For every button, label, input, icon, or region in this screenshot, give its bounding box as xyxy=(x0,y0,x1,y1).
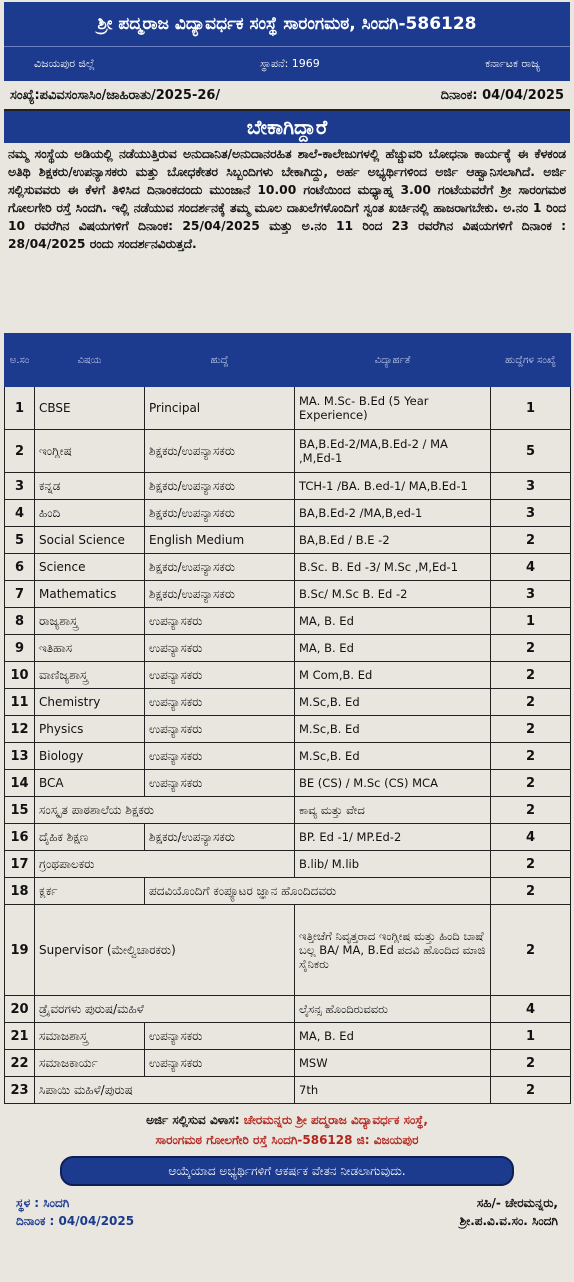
table-row xyxy=(5,996,571,1023)
row-subject: Social Science xyxy=(35,527,145,554)
district-label: ವಿಜಯಪುರ ಜಿಲ್ಲೆ xyxy=(34,57,95,70)
row-count: 4 xyxy=(491,824,571,851)
header-post: ಹುದ್ದೆ xyxy=(145,334,295,387)
row-qualification: B.lib/ M.lib xyxy=(295,851,491,878)
address-line-2: ಸಾರಂಗಮಠ ಗೋಲಗೇರಿ ರಸ್ತೆ ಸಿಂದಗಿ-586128 ಜಿ: ವಿಜಯಪುರ xyxy=(155,1133,419,1147)
row-qualification: MA. M.Sc- B.Ed (5 Year Experience) xyxy=(295,387,491,430)
table-row xyxy=(5,527,571,554)
row-subject: Science xyxy=(35,554,145,581)
row-serial: 5 xyxy=(5,527,35,554)
row-post: ಶಿಕ್ಷಕರು/ಉಪನ್ಯಾಸಕರು xyxy=(145,430,295,473)
row-qualification: M.Sc,B. Ed xyxy=(295,743,491,770)
row-qualification: BA,B.Ed / B.E -2 xyxy=(295,527,491,554)
row-qualification: M Com,B. Ed xyxy=(295,662,491,689)
table-row xyxy=(5,905,571,996)
row-post: English Medium xyxy=(145,527,295,554)
row-serial: 21 xyxy=(5,1023,35,1050)
row-post: ಉಪನ್ಯಾಸಕರು xyxy=(145,716,295,743)
wanted-banner: ಬೇಕಾಗಿದ್ದಾರೆ xyxy=(4,111,570,143)
row-serial: 15 xyxy=(5,797,35,824)
row-qualification: ಇತ್ತೀಚೆಗೆ ನಿವೃತ್ತರಾದ ಇಂಗ್ಲೀಷ ಮತ್ತು ಹಿಂದಿ ಬಾಷೆ ಬಲ್ಲ BA/ MA, B.Ed ಪದವಿ ಹೊಂದಿದ ಮಾಜಿ ಸೈನಿಕರು xyxy=(295,905,491,996)
row-serial: 13 xyxy=(5,743,35,770)
header-count: ಹುದ್ದೆಗಳ ಸಂಖ್ಯೆ xyxy=(491,334,571,387)
notice-date: ದಿನಾಂಕ: 04/04/2025 xyxy=(440,87,564,103)
row-subject: Mathematics xyxy=(35,581,145,608)
table-row xyxy=(5,689,571,716)
row-count: 2 xyxy=(491,635,571,662)
reference-row xyxy=(4,81,570,111)
table-row xyxy=(5,387,571,430)
row-subject: Biology xyxy=(35,743,145,770)
table-row xyxy=(5,581,571,608)
row-subject: ಕ್ಲರ್ಕ xyxy=(35,878,145,905)
established-label: ಸ್ಥಾಪನೆ: 1969 xyxy=(260,57,320,70)
table-row xyxy=(5,662,571,689)
row-qualification: ಕಾವ್ಯ ಮತ್ತು ವೇದ xyxy=(295,797,491,824)
table-row xyxy=(5,554,571,581)
salary-notice: ಆಯ್ಕೆಯಾದ ಅಭ್ಯರ್ಥಿಗಳಿಗೆ ಆಕರ್ಷಕ ವೇತನ ನೀಡಲಾಗುವುದು. xyxy=(60,1156,514,1186)
row-post: ಉಪನ್ಯಾಸಕರು xyxy=(145,770,295,797)
row-serial: 11 xyxy=(5,689,35,716)
row-count: 1 xyxy=(491,1023,571,1050)
table-row xyxy=(5,743,571,770)
row-qualification: MA, B. Ed xyxy=(295,608,491,635)
row-qualification: MA, B. Ed xyxy=(295,1023,491,1050)
row-qualification: B.Sc. B. Ed -3/ M.Sc ,M,Ed-1 xyxy=(295,554,491,581)
row-serial: 6 xyxy=(5,554,35,581)
row-subject: ದೈಹಿಕ ಶಿಕ್ಷಣ xyxy=(35,824,145,851)
notice-body-text: ನಮ್ಮ ಸಂಸ್ಥೆಯ ಅಡಿಯಲ್ಲಿ ನಡೆಯುತ್ತಿರುವ ಅನುದಾನಿತ/ಅನುದಾನರಹಿತ ಶಾಲೆ-ಕಾಲೇಜುಗಳಲ್ಲಿ ಹೆಚ್ಚುವರಿ ಬೋಧನಾ ಕಾರ್ಯಕ್ಕೆ ಈ ಕೆಳಕಂಡ ಅತಿಥಿ ಶಿಕ್ಷಕರು/ಉಪನ್ಯಾಸಕರು ಮತ್ತು ಬೋಧಕೇತರ ಸಿಬ್ಬಂದಿಗಳು ಬೇಕಾಗಿದ್ದು, ಅರ್ಹ ಅಭ್ಯರ್ಥಿಗಳಿಂದ ಅರ್ಜಿ ಆಹ್ವಾನಿಸಲಾಗಿದೆ. ಅರ್ಜಿ ಸಲ್ಲಿಸುವವರು ಈ ಕೆಳಗೆ ತಿಳಿಸಿದ ದಿನಾಂಕದಂದು ಮುಂಜಾನೆ 10.00 ಗಂಟೆಯಿಂದ ಮಧ್ಯಾಹ್ನ 3.00 ಗಂಟೆಯವರೆಗೆ ಶ್ರೀ ಸಾರಂಗಮಠ ಗೋಲಗೇರಿ ರಸ್ತೆ ಸಿಂದಗಿ. ಇಲ್ಲಿ ನಡೆಯುವ ಸಂದರ್ಶನಕ್ಕೆ ತಮ್ಮ ಮೂಲ ದಾಖಲೆಗಳೊಂದಿಗೆ ಸ್ವಂತ ಖರ್ಚಿನಲ್ಲಿ ಹಾಜರಾಗಬೇಕು. ಅ.ನಂ 1 ರಿಂದ 10 ರವರೆಗಿನ ವಿಷಯಗಳಿಗೆ ದಿನಾಂಕ: 25/04/2025 ಮತ್ತು ಅ.ನಂ 11 ರಿಂದ 23 ರವರೆಗಿನ ವಿಷಯಗಳಿಗೆ ದಿನಾಂಕ : 28/04/2025 ರಂದು ಸಂದರ್ಶನವಿರುತ್ತದೆ. xyxy=(8,147,566,251)
row-post: ಉಪನ್ಯಾಸಕರು xyxy=(145,1023,295,1050)
row-subject: ಸಮಾಜಶಾಸ್ತ್ರ xyxy=(35,1023,145,1050)
row-count: 2 xyxy=(491,716,571,743)
row-serial: 10 xyxy=(5,662,35,689)
row-count: 3 xyxy=(491,581,571,608)
row-subject: Physics xyxy=(35,716,145,743)
row-serial: 14 xyxy=(5,770,35,797)
row-count: 2 xyxy=(491,1077,571,1104)
row-subject: Chemistry xyxy=(35,689,145,716)
address-label: ಅರ್ಜಿ ಸಲ್ಲಿಸುವ ವಿಳಾಸ: xyxy=(146,1113,240,1127)
row-count: 4 xyxy=(491,996,571,1023)
table-row xyxy=(5,797,571,824)
row-subject: ಸಿಪಾಯಿ ಮಹಿಳೆ/ಪುರುಷ xyxy=(35,1077,295,1104)
row-count: 2 xyxy=(491,797,571,824)
organization-subheader xyxy=(4,46,570,81)
row-qualification: MSW xyxy=(295,1050,491,1077)
organization-title: ಶ್ರೀ ಪದ್ಮರಾಜ ವಿದ್ಯಾವರ್ಧಕ ಸಂಸ್ಥೆ ಸಾರಂಗಮಠ, ಸಿಂದಗಿ-586128 xyxy=(4,2,570,46)
row-qualification: BP. Ed -1/ MP.Ed-2 xyxy=(295,824,491,851)
footer xyxy=(4,1186,570,1230)
row-qualification: B.Sc/ M.Sc B. Ed -2 xyxy=(295,581,491,608)
table-row xyxy=(5,878,571,905)
row-post: ಶಿಕ್ಷಕರು/ಉಪನ್ಯಾಸಕರು xyxy=(145,473,295,500)
row-post: ಶಿಕ್ಷಕರು/ಉಪನ್ಯಾಸಕರು xyxy=(145,824,295,851)
row-qualification: BA,B.Ed-2/MA,B.Ed-2 / MA ,M,Ed-1 xyxy=(295,430,491,473)
row-serial: 1 xyxy=(5,387,35,430)
table-row xyxy=(5,635,571,662)
row-count: 2 xyxy=(491,878,571,905)
row-subject: BCA xyxy=(35,770,145,797)
advertisement-page xyxy=(0,2,574,1282)
row-qualification: ಲೈಸನ್ಸ ಹೊಂದಿರುವವರು xyxy=(295,996,491,1023)
address-line-1: ಚೇರಮನ್ನರು ಶ್ರೀ ಪದ್ಮರಾಜ ವಿದ್ಯಾವರ್ಧಕ ಸಂಸ್ಥೆ, xyxy=(243,1113,428,1127)
row-serial: 12 xyxy=(5,716,35,743)
table-row xyxy=(5,716,571,743)
row-serial: 8 xyxy=(5,608,35,635)
row-subject: ಇಂಗ್ಲೀಷ xyxy=(35,430,145,473)
row-subject: ಹಿಂದಿ xyxy=(35,500,145,527)
signature-line-1: ಸಹಿ/- ಚೇರಮನ್ನರು, xyxy=(476,1196,558,1210)
row-qualification: M.Sc,B. Ed xyxy=(295,716,491,743)
row-post: ಉಪನ್ಯಾಸಕರು xyxy=(145,743,295,770)
table-row xyxy=(5,851,571,878)
row-serial: 18 xyxy=(5,878,35,905)
table-row xyxy=(5,824,571,851)
row-subject: ವಾಣಿಜ್ಯಶಾಸ್ತ್ರ xyxy=(35,662,145,689)
row-count: 2 xyxy=(491,1050,571,1077)
row-count: 2 xyxy=(491,689,571,716)
table-row xyxy=(5,500,571,527)
row-serial: 9 xyxy=(5,635,35,662)
table-header-row xyxy=(5,334,571,387)
row-qualification: TCH-1 /BA. B.ed-1/ MA,B.Ed-1 xyxy=(295,473,491,500)
row-post: ಉಪನ್ಯಾಸಕರು xyxy=(145,635,295,662)
header-qualification: ವಿದ್ಯಾರ್ಹತೆ xyxy=(295,334,491,387)
row-serial: 20 xyxy=(5,996,35,1023)
row-serial: 2 xyxy=(5,430,35,473)
vacancy-table xyxy=(4,333,571,1104)
row-post: ಉಪನ್ಯಾಸಕರು xyxy=(145,689,295,716)
row-count: 2 xyxy=(491,770,571,797)
table-row xyxy=(5,473,571,500)
table-row xyxy=(5,608,571,635)
row-serial: 17 xyxy=(5,851,35,878)
row-serial: 19 xyxy=(5,905,35,996)
row-count: 2 xyxy=(491,851,571,878)
table-row xyxy=(5,1023,571,1050)
row-serial: 4 xyxy=(5,500,35,527)
row-count: 4 xyxy=(491,554,571,581)
row-qualification: MA, B. Ed xyxy=(295,635,491,662)
state-label: ಕರ್ನಾಟಕ ರಾಜ್ಯ xyxy=(485,57,540,70)
row-serial: 7 xyxy=(5,581,35,608)
row-post: ಶಿಕ್ಷಕರು/ಉಪನ್ಯಾಸಕರು xyxy=(145,500,295,527)
table-row xyxy=(5,770,571,797)
row-serial: 16 xyxy=(5,824,35,851)
row-qualification: BE (CS) / M.Sc (CS) MCA xyxy=(295,770,491,797)
row-subject: Supervisor (ಮೇಲ್ವಿಚಾರಕರು) xyxy=(35,905,295,996)
row-serial: 23 xyxy=(5,1077,35,1104)
table-row xyxy=(5,430,571,473)
row-post: ಪದವಿಯೊಂದಿಗೆ ಕಂಪ್ಯೂಟರ ಜ್ಞಾನ ಹೊಂದಿದವರು xyxy=(145,878,491,905)
row-post: ಉಪನ್ಯಾಸಕರು xyxy=(145,608,295,635)
row-count: 2 xyxy=(491,905,571,996)
row-subject: ಸಮಾಜಕಾರ್ಯ xyxy=(35,1050,145,1077)
row-post: ಶಿಕ್ಷಕರು/ಉಪನ್ಯಾಸಕರು xyxy=(145,581,295,608)
row-subject: CBSE xyxy=(35,387,145,430)
row-subject: ಡ್ರೈವರಗಳು ಪುರುಷ/ಮಹಿಳೆ xyxy=(35,996,295,1023)
row-post: Principal xyxy=(145,387,295,430)
row-qualification: 7th xyxy=(295,1077,491,1104)
row-qualification: BA,B.Ed-2 /MA,B,ed-1 xyxy=(295,500,491,527)
row-subject: ಸಂಸ್ಕೃತ ಪಾಠಶಾಲೆಯ ಶಿಕ್ಷಕರು xyxy=(35,797,295,824)
row-subject: ರಾಜ್ಯಶಾಸ್ತ್ರ xyxy=(35,608,145,635)
row-count: 3 xyxy=(491,500,571,527)
row-count: 5 xyxy=(491,430,571,473)
row-count: 3 xyxy=(491,473,571,500)
row-qualification: M.Sc,B. Ed xyxy=(295,689,491,716)
table-row xyxy=(5,1077,571,1104)
row-post: ಶಿಕ್ಷಕರು/ಉಪನ್ಯಾಸಕರು xyxy=(145,554,295,581)
row-serial: 22 xyxy=(5,1050,35,1077)
table-row xyxy=(5,1050,571,1077)
footer-place: ಸ್ಥಳ : ಸಿಂದಗಿ xyxy=(16,1196,70,1210)
row-count: 1 xyxy=(491,387,571,430)
row-count: 2 xyxy=(491,743,571,770)
row-subject: ಇತಿಹಾಸ xyxy=(35,635,145,662)
row-subject: ಕನ್ನಡ xyxy=(35,473,145,500)
signature-line-2: ಶ್ರೀ.ಪ.ವಿ.ವ.ಸಂ. ಸಿಂದಗಿ xyxy=(459,1214,558,1228)
row-post: ಉಪನ್ಯಾಸಕರು xyxy=(145,662,295,689)
footer-date: ದಿನಾಂಕ : 04/04/2025 xyxy=(16,1214,135,1228)
row-count: 2 xyxy=(491,662,571,689)
header-subject: ವಿಷಯ xyxy=(35,334,145,387)
reference-number: ಸಂಖ್ಯೆ:ಪವಿವಸಂಸಾಸಿಂ/ಜಾಹಿರಾತು/2025-26/ xyxy=(10,87,221,103)
row-count: 2 xyxy=(491,527,571,554)
row-count: 1 xyxy=(491,608,571,635)
row-subject: ಗ್ರಂಥಪಾಲಕರು xyxy=(35,851,295,878)
header-serial: ಅ.ಸಂ xyxy=(5,334,35,387)
row-post: ಉಪನ್ಯಾಸಕರು xyxy=(145,1050,295,1077)
row-serial: 3 xyxy=(5,473,35,500)
application-address xyxy=(4,1104,570,1150)
